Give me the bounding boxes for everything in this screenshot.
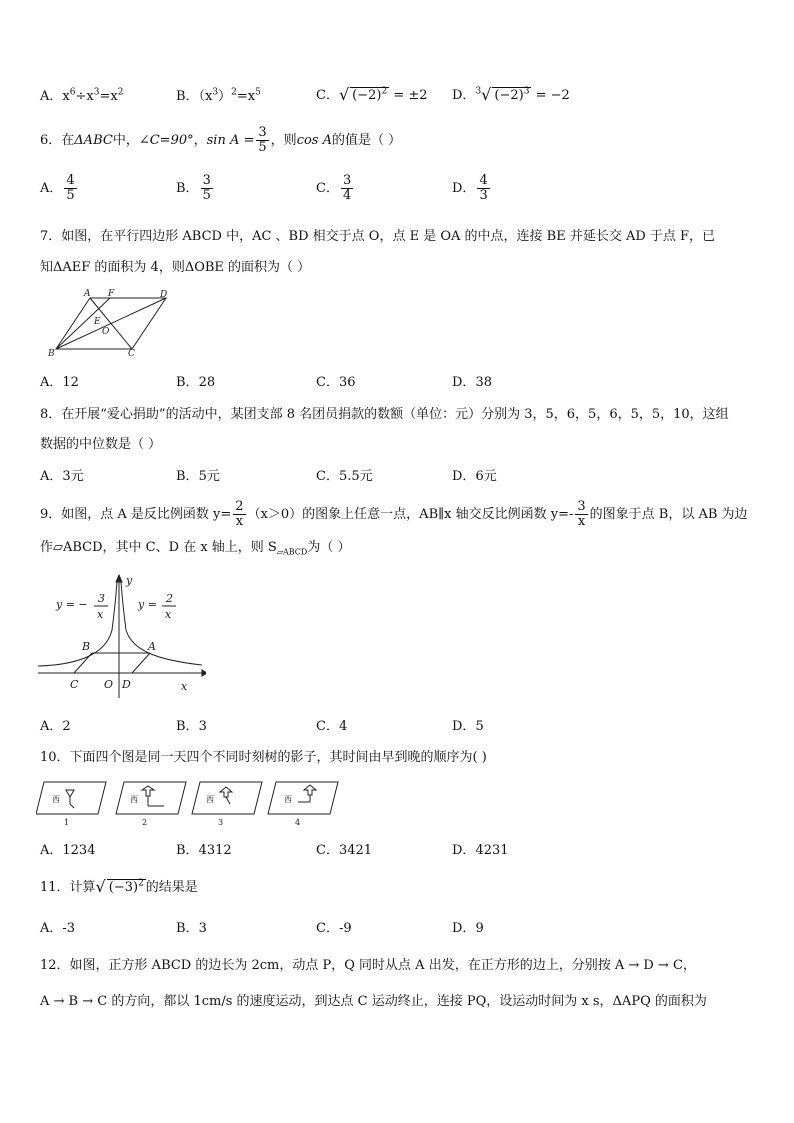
left-curve-den: x xyxy=(97,608,104,621)
q7-stem-line1: 7．如图，在平行四边形 ABCD 中，AC 、BD 相交于点 O，点 E 是 OA 的中点，连接 BE 并延长交 AD 于点 F，已 xyxy=(40,229,716,244)
q6-option-c: C． $\frac{3}{4}$ xyxy=(316,173,352,203)
label-b: B xyxy=(48,349,55,358)
q7-stem-line2: 知ΔAEF 的面积为 4，则ΔOBE 的面积为（ ） xyxy=(40,260,311,275)
q6-option-b: B． $\frac{3}{5}$ xyxy=(176,173,211,203)
shadow-3 xyxy=(226,797,230,804)
panel-4-num: 4 xyxy=(295,818,301,827)
q9-stem-line1: 9．如图，点 A 是反比例函数 y= $\frac{2}{x}$ （x＞0）的图象上任意一点，AB∥x 轴交反比例函数 y=- $\frac{3}{x}$ 的图象于点 B，以 AB 为边 xyxy=(40,499,748,529)
q8-stem-line1: 8．在开展“爱心捐助”的活动中，某团支部 8 名团员捐款的数额（单位：元）分别为 3，5，6，5，6，5，5，10，这组 xyxy=(40,407,729,422)
q7-parallelogram-figure xyxy=(44,286,184,358)
point-b-label: B xyxy=(82,640,91,653)
shadow-1 xyxy=(70,804,74,808)
panel-1 xyxy=(36,782,106,814)
q10-option-c: C．3421 xyxy=(316,843,373,858)
q9-option-a: A．2 xyxy=(40,719,71,734)
q9-stem-line2: 作▱ABCD，其中 C、D 在 x 轴上，则 $S_{▱ABCD}$为（ ） xyxy=(40,540,351,557)
tree-icon-4 xyxy=(304,785,316,795)
label-f: F xyxy=(108,289,115,299)
q8-option-a: A．3元 xyxy=(40,469,84,484)
tree-icon-2 xyxy=(142,786,154,796)
label-d: D xyxy=(160,290,168,300)
axis-x-label: x xyxy=(181,680,188,693)
left-curve-num: 3 xyxy=(98,592,105,605)
panel-2-west: 西 xyxy=(130,795,138,804)
q6-stem: 6．在ΔABC中，∠C=90°，sin A = $\frac{3}{5}$ ，则cos A的值是（ ） xyxy=(40,125,402,155)
point-d-label: D xyxy=(122,678,131,691)
panel-2-num: 2 xyxy=(142,818,148,827)
left-curve-label: y = − xyxy=(56,598,88,611)
axis-y-label: y xyxy=(126,574,133,587)
right-curve-num: 2 xyxy=(166,592,173,605)
tree-icon-1 xyxy=(66,790,74,797)
q7-option-b: B．28 xyxy=(176,375,216,390)
label-o: O xyxy=(102,327,110,337)
q9-option-b: B．3 xyxy=(176,719,207,734)
q8-option-c: C．5.5元 xyxy=(316,469,373,484)
q11-option-b: B．3 xyxy=(176,921,207,936)
q10-stem: 10．下面四个图是同一天四个不同时刻树的影子，其时间由早到晚的顺序为( ) xyxy=(40,750,487,765)
q11-option-c: C．-9 xyxy=(316,921,352,936)
q11-option-a: A．-3 xyxy=(40,921,76,936)
q12-stem-line1: 12．如图，正方形 ABCD 的边长为 2cm，动点 P，Q 同时从点 A 出发，在正方形的边上，分别按 A → D → C， xyxy=(40,958,696,973)
segment-ad xyxy=(132,653,150,673)
label-a: A xyxy=(84,289,91,299)
q12-stem-line2: A → B → C 的方向，都以 1cm/s 的速度运动，到达点 C 运动终止，连接 PQ，设运动时间为 x s，ΔAPQ 的面积为 xyxy=(40,994,707,1009)
q9-hyperbola-figure xyxy=(36,570,206,700)
tree-icon-3 xyxy=(220,787,232,797)
panel-4-west: 西 xyxy=(284,795,292,804)
q6-option-a: A． $\frac{4}{5}$ xyxy=(40,173,75,203)
q10-tree-shadow-figure xyxy=(36,778,346,828)
q9-option-c: C．4 xyxy=(316,719,348,734)
q7-option-c: C．36 xyxy=(316,375,356,390)
q7-option-a: A．12 xyxy=(40,375,79,390)
q10-option-a: A．1234 xyxy=(40,843,96,858)
segment-bc xyxy=(74,653,92,673)
point-a-label: A xyxy=(148,640,156,653)
q8-option-d: D．6元 xyxy=(452,469,497,484)
q8-stem-line2: 数据的中位数是（ ） xyxy=(40,437,162,452)
x-axis-arrow xyxy=(202,670,206,676)
q6-option-d: D． $\frac{4}{3}$ xyxy=(452,173,488,203)
q5-option-c: C．√ $(-2)^2 = \pm 2$ xyxy=(316,85,428,104)
label-c: C xyxy=(128,349,135,358)
panel-4 xyxy=(268,782,338,814)
q10-option-d: D．4231 xyxy=(452,843,509,858)
q5-option-a: A．$x^6\div x^3=x^2$ xyxy=(40,87,124,104)
point-o-label: O xyxy=(104,678,114,691)
panel-3-num: 3 xyxy=(218,818,224,827)
panel-1-west: 西 xyxy=(52,795,60,804)
q9-option-d: D．5 xyxy=(452,719,484,734)
y-axis-arrow xyxy=(116,575,122,582)
panel-3-west: 西 xyxy=(206,795,214,804)
q8-option-b: B．5元 xyxy=(176,469,220,484)
panel-2 xyxy=(116,782,186,814)
point-c-label: C xyxy=(70,678,79,691)
q5-option-d: D．$^3$√ $(-2)^3 = -2$ xyxy=(452,85,570,104)
line-bf xyxy=(56,298,110,349)
panel-1-num: 1 xyxy=(64,818,70,827)
label-e: E xyxy=(94,317,101,327)
q5-option-b: B．$(x^3)^2=x^5$ xyxy=(176,87,261,104)
q11-stem: 11．计算√ $(-3)^2$ 的结果是 xyxy=(40,877,198,896)
right-curve-den: x xyxy=(165,608,172,621)
right-curve-label: y = xyxy=(138,598,157,611)
q7-option-d: D．38 xyxy=(452,375,492,390)
q11-option-d: D．9 xyxy=(452,921,484,936)
q10-option-b: B．4312 xyxy=(176,843,232,858)
